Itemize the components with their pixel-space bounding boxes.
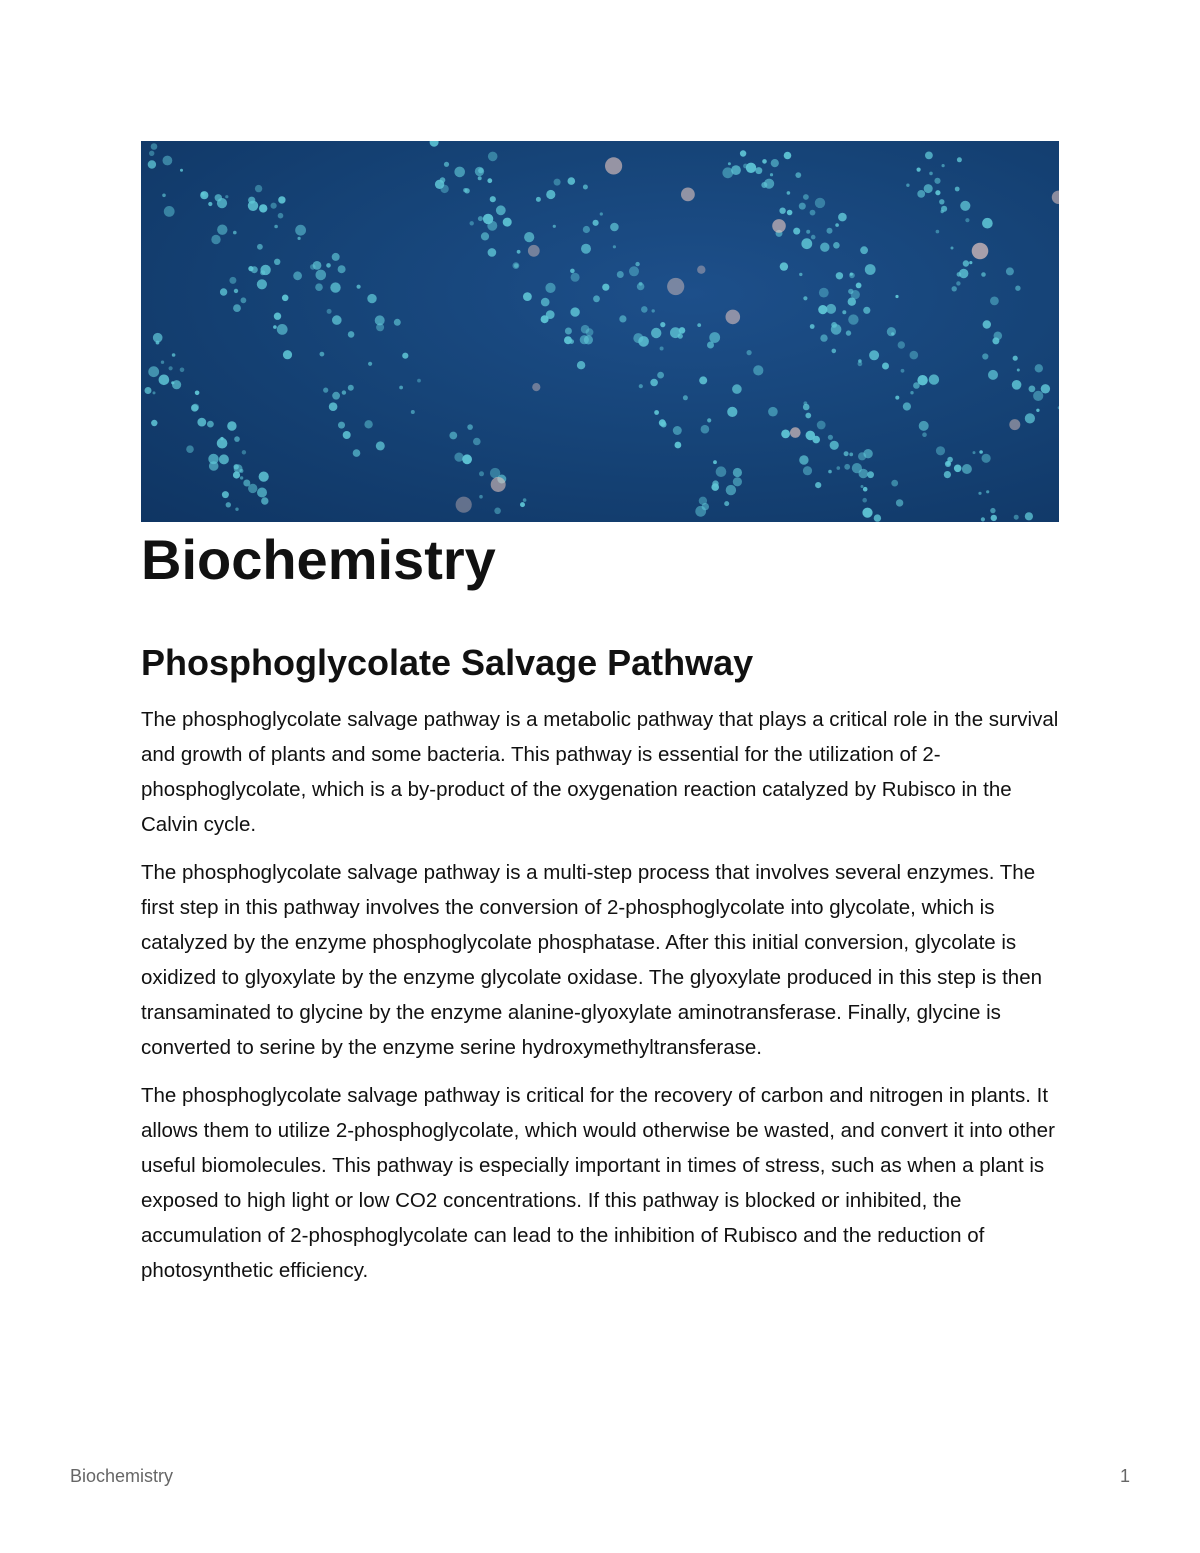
bubbles-banner-image <box>141 141 1059 522</box>
paragraph: The phosphoglycolate salvage pathway is a metabolic pathway that plays a critical role in the survival and growth of plants and some bacteria. This pathway is essential for the utilization of 2-phosphoglycolate, which is a by-product of the oxygenation reaction catalyzed by Rubisco in the Calvin cycle. <box>141 708 1059 836</box>
body-text <box>141 702 1061 1301</box>
footer-label: Biochemistry <box>70 1466 174 1486</box>
section-heading: Phosphoglycolate Salvage Pathway <box>141 642 754 683</box>
page-number: 1 <box>1119 1466 1130 1486</box>
header-banner-image <box>141 141 1059 522</box>
paragraph: The phosphoglycolate salvage pathway is a multi-step process that involves several enzymes. The first step in this pathway involves the conversion of 2-phosphoglycolate into glycolate, which is catalyzed by the enzyme phosphoglycolate phosphatase. After this initial conversion, glycolate is oxidized to glyoxylate by the enzyme glycolate oxidase. The glyoxylate produced in this step is then transaminated to glycine by the enzyme alanine-glyoxylate aminotransferase. Finally, glycine is converted to serine by the enzyme serine hydroxymethyltransferase. <box>141 861 1042 1059</box>
document-title: Biochemistry <box>141 528 496 591</box>
paragraph: The phosphoglycolate salvage pathway is critical for the recovery of carbon and nitrogen in plants. It allows them to utilize 2-phosphoglycolate, which would otherwise be wasted, and convert it into other useful biomolecules. This pathway is especially important in times of stress, such as when a plant is exposed to high light or low CO2 concentrations. If this pathway is blocked or inhibited, the accumulation of 2-phosphoglycolate can lead to the inhibition of Rubisco and the reduction of photosynthetic efficiency. <box>141 1084 1055 1282</box>
